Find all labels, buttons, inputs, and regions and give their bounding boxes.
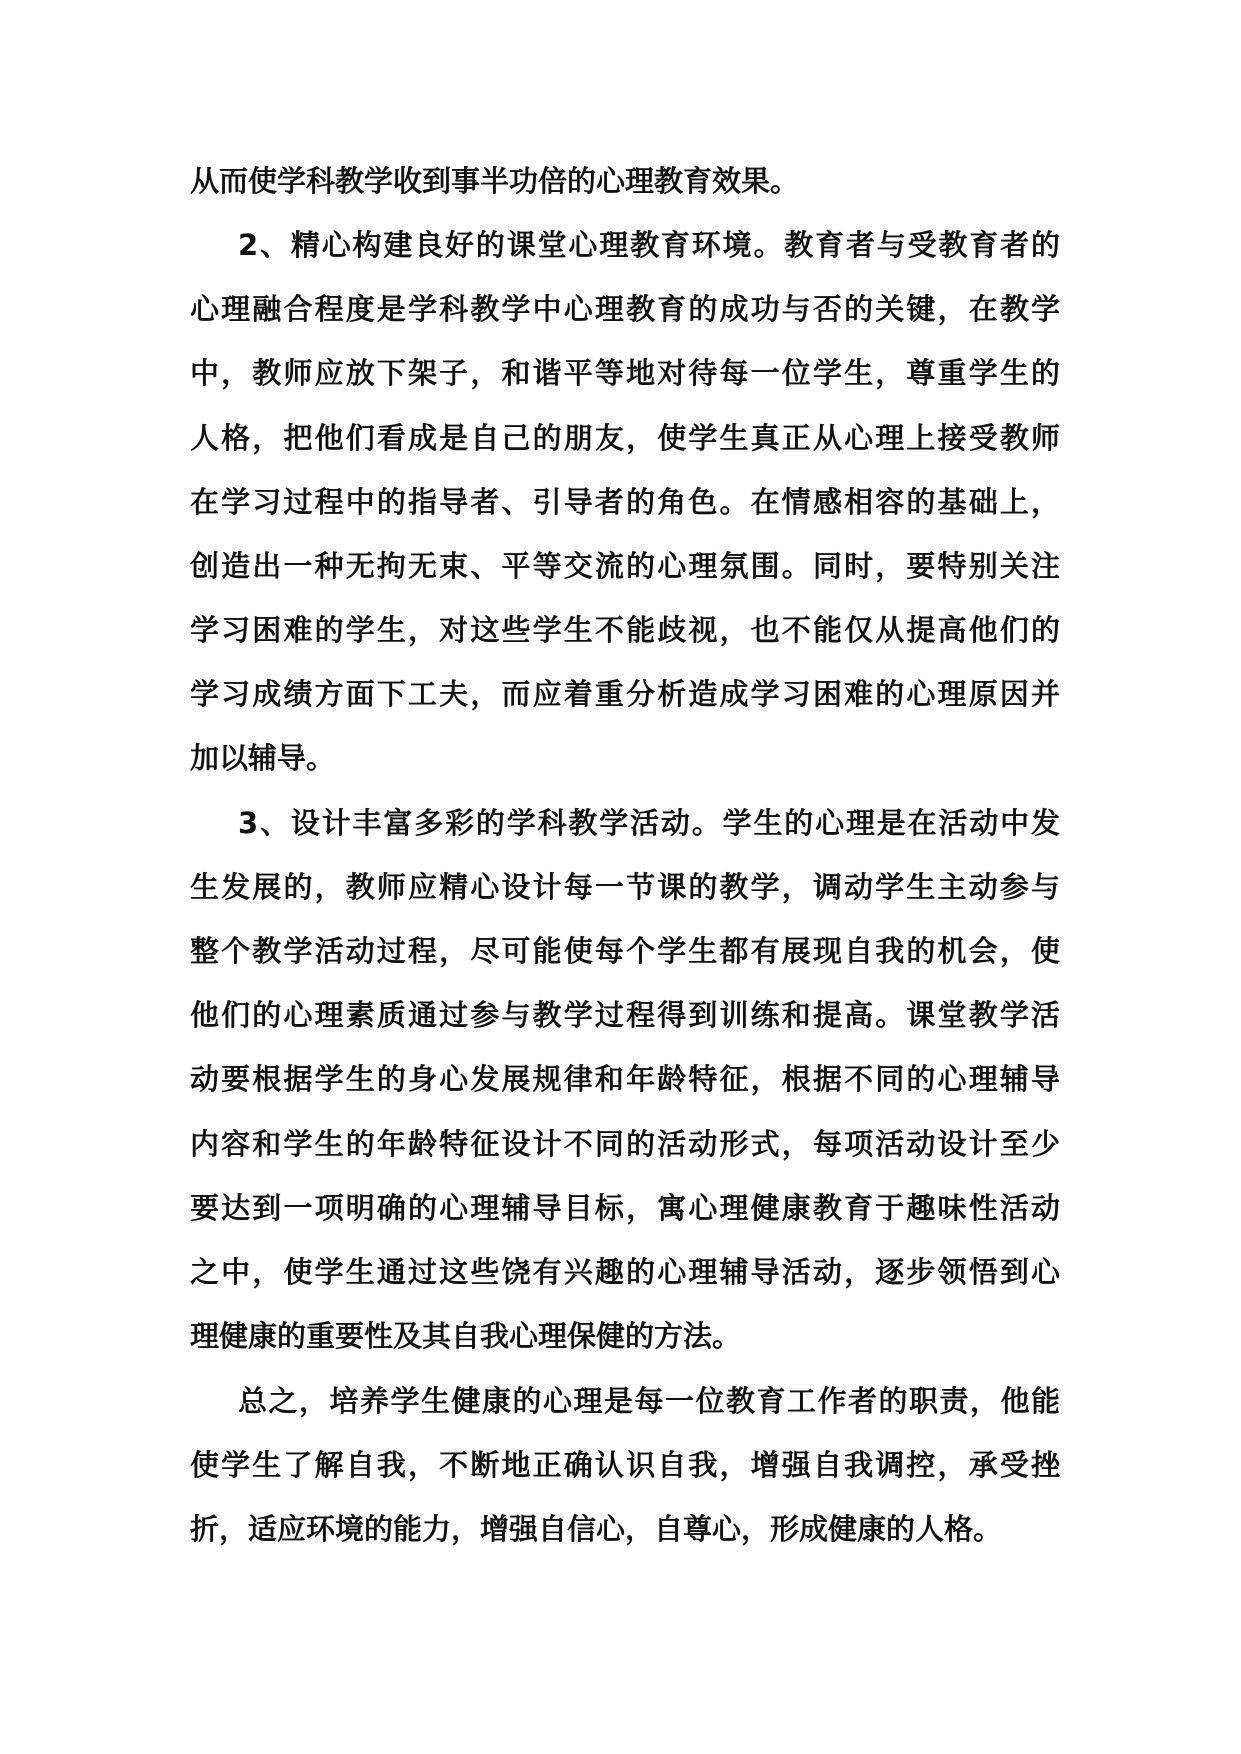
text-line: 理健康的重要性及其自我心理保健的方法。 bbox=[190, 1319, 742, 1353]
text-line: 加以辅导。 bbox=[190, 741, 336, 775]
text-line: 在学习过程中的指导者、引导者的角色。在情感相容的基础上， bbox=[190, 485, 1060, 519]
text-line: 学习困难的学生，对这些学生不能歧视，也不能仅从提高他们的 bbox=[190, 613, 1060, 647]
text-line: 折，适应环境的能力，增强自信心，自尊心，形成健康的人格。 bbox=[190, 1512, 1003, 1546]
paragraph-3-heading-line: 3、设计丰富多彩的学科教学活动。学生的心理是在活动中发 bbox=[238, 806, 1060, 840]
text-line: 要达到一项明确的心理辅导目标，寓心理健康教育于趣味性活动 bbox=[190, 1191, 1060, 1225]
text-line: 人格，把他们看成是自己的朋友，使学生真正从心理上接受教师 bbox=[190, 421, 1060, 455]
text-line: 中，教师应放下架子，和谐平等地对待每一位学生，尊重学生的 bbox=[190, 356, 1060, 390]
text-line: 生发展的，教师应精心设计每一节课的教学，调动学生主动参与 bbox=[190, 870, 1060, 904]
text-line: 从而使学科教学收到事半功倍的心理教育效果。 bbox=[190, 164, 800, 198]
paragraph-2-heading-line: 2、精心构建良好的课堂心理教育环境。教育者与受教育者的 bbox=[238, 228, 1060, 262]
text-line: 整个教学活动过程，尽可能使每个学生都有展现自我的机会，使 bbox=[190, 934, 1060, 968]
text-line: 之中，使学生通过这些饶有兴趣的心理辅导活动，逐步领悟到心 bbox=[190, 1255, 1060, 1289]
conclusion-line: 总之，培养学生健康的心理是每一位教育工作者的职责，他能 bbox=[238, 1384, 1060, 1418]
text-line: 心理融合程度是学科教学中心理教育的成功与否的关键，在教学 bbox=[190, 292, 1060, 326]
text-line: 内容和学生的年龄特征设计不同的活动形式，每项活动设计至少 bbox=[190, 1127, 1060, 1161]
text-line: 创造出一种无拘无束、平等交流的心理氛围。同时，要特别关注 bbox=[190, 549, 1060, 583]
text-line: 动要根据学生的身心发展规律和年龄特征，根据不同的心理辅导 bbox=[190, 1062, 1060, 1096]
text-line: 使学生了解自我，不断地正确认识自我，增强自我调控，承受挫 bbox=[190, 1448, 1060, 1482]
text-line: 他们的心理素质通过参与教学过程得到训练和提高。课堂教学活 bbox=[190, 998, 1060, 1032]
text-line: 学习成绩方面下工夫，而应着重分析造成学习困难的心理原因并 bbox=[190, 677, 1060, 711]
